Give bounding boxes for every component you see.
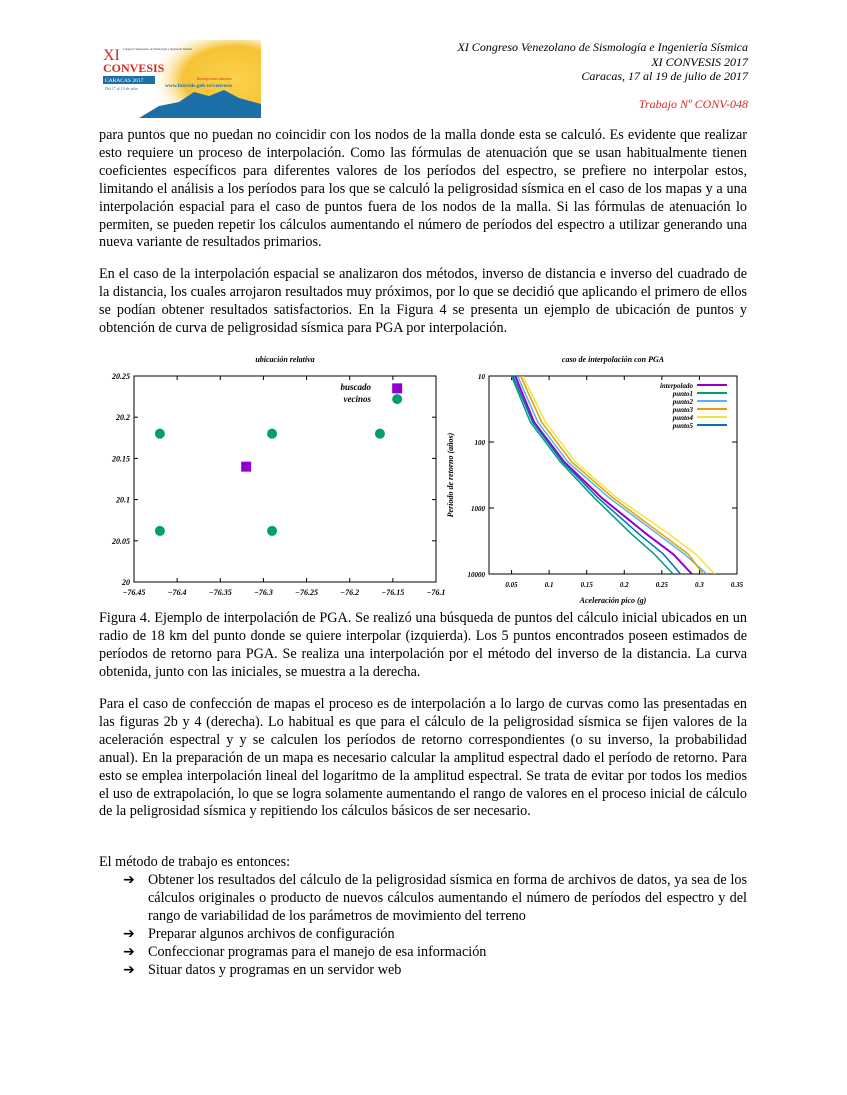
series-line-punto1 [512, 376, 674, 574]
y-tick-label: 20.15 [112, 454, 130, 464]
y-tick-label: 20.1 [116, 495, 130, 505]
paragraph-4: El método de trabajo es entonces: [99, 854, 291, 870]
logo-graphic [99, 40, 261, 118]
convesis-logo [99, 40, 261, 118]
y-axis-label: Período de retorno (años) [446, 432, 455, 518]
x-tick-label: 0.15 [580, 581, 593, 589]
y-tick-label: 20.05 [112, 536, 130, 546]
left-chart-title: ubicación relativa [255, 355, 315, 364]
legend-label-punto1: punto1 [672, 390, 693, 398]
figure-4 [99, 352, 747, 610]
conference-header [457, 40, 748, 84]
list-item [123, 872, 747, 926]
x-tick-label: −76.25 [295, 588, 319, 597]
x-tick-label: 0.25 [655, 581, 668, 589]
logo-dates: Del 17 al 19 de julio [105, 86, 138, 91]
x-tick-label: 0.35 [730, 581, 744, 589]
legend-label-vecinos: vecinos [343, 394, 371, 404]
figure-4-charts [99, 352, 747, 610]
header-line-2: XI CONVESIS 2017 [651, 54, 748, 69]
point-buscado [392, 383, 402, 393]
legend-label-punto3: punto3 [672, 406, 693, 414]
logo-city: CARACAS 2017 [105, 78, 144, 84]
logo-registration: Inscripciones abiertas [197, 76, 232, 81]
x-tick-label: −76.4 [167, 588, 187, 597]
list-item [123, 962, 747, 980]
y-tick-label: 20.2 [116, 413, 130, 423]
method-steps-list [123, 872, 747, 979]
x-tick-label: −76.1 [426, 588, 446, 597]
list-item-text: Situar datos y programas en un servidor web [148, 961, 402, 978]
series-line-interpolado [515, 376, 692, 574]
point-vecinos [155, 429, 165, 439]
arrow-right-icon: ➔ [123, 961, 135, 978]
x-tick-label: −76.2 [340, 588, 360, 597]
y-tick-label: 10000 [467, 571, 485, 579]
figure-caption: Figura 4. Ejemplo de interpolación de PGA. Se realizó una búsqueda de puntos del cálculo inicial ubicados en un radio de 18 km del punto donde se quiere interpolar (izquierda). Los 5 puntos encontrados poseen estimados de períodos de retorno para PGA. Se realiza una interpolación por el método del inverso de la distancia. La curva obtenida, junto con las iniciales, se muestra a la derecha. [99, 610, 747, 680]
logo-url: www.funvisis.gob.ve/convesis [165, 83, 232, 89]
list-item-text: Preparar algunos archivos de configuración [148, 925, 395, 942]
arrow-right-icon: ➔ [123, 925, 135, 942]
point-vecinos [155, 526, 165, 536]
x-tick-label: −76.35 [208, 588, 232, 597]
legend-label-interpolado: interpolado [659, 382, 693, 390]
y-tick-label: 10 [478, 373, 485, 381]
logo-brand: CONVESIS [103, 61, 165, 75]
paper-number: Trabajo Nº CONV-048 [638, 97, 748, 111]
x-tick-label: −76.45 [122, 588, 146, 597]
x-axis-label: Aceleración pico (g) [579, 596, 647, 605]
y-tick-label: 20.25 [112, 372, 130, 381]
list-item-text: Obtener los resultados del cálculo de la peligrosidad sísmica en forma de archivos de datos, ya sea de los cálculos originales o producto de nuevos cálculos aumentando el número de períodos del espectro y del rango de variabilidad de los parámetros de movimiento del terreno [148, 872, 747, 924]
x-tick-label: 0.3 [695, 581, 704, 589]
list-item [123, 926, 747, 944]
legend-label-buscado: buscado [340, 382, 371, 392]
x-tick-label: 0.1 [544, 581, 554, 589]
legend-label-punto5: punto5 [672, 422, 693, 430]
list-item [123, 944, 747, 962]
paragraph-3: Para el caso de confección de mapas el proceso es de interpolación a lo largo de curvas como las presentadas en las figuras 2b y 4 (derecha). Lo habitual es que para el cálculo de la peligrosidad sísmica se fijen valores de la aceleración espectral y y se calculen los períodos de retorno correspondientes (o su inverso, la probabilidad anual). En la preparación de un mapa es necesario calcular la amplitud espectral dado el período de retorno. Para esto se emplea interpolación lineal del logaritmo de la amplitud espectral. Se trata de evitar por todos los medios el uso de extrapolación, lo que se logra solamente aumentando el rango de valores en el proceso inicial de cálculo de la peligrosidad sísmica y repitiendo los cálculos básicos de ser necesario. [99, 696, 747, 820]
x-tick-label: −76.15 [381, 588, 405, 597]
point-vecinos [375, 429, 385, 439]
logo-tagline: Congreso Venezolano de Sismología e Ingeniería Sísmica [123, 47, 193, 51]
y-tick-label: 1000 [471, 505, 485, 513]
x-tick-label: 0.2 [619, 581, 629, 589]
point-vecinos [392, 394, 402, 404]
paragraph-1: para puntos que no puedan no coincidir con los nodos de la malla donde esta se calculó. Es evidente que realizar esto requiere un proceso de interpolación. Como las fórmulas de atenuación que se usan habitualmente tienen coeficientes específicos para diferentes valores de los períodos del espectro, se prefiere no interpolar estos, limitando el análisis a los períodos para los que se calculó la peligrosidad sísmica en el caso de los mapas y a una interpolación espacial para el caso de puntos fuera de los nodos de la malla. Si las fórmulas de atenuación lo permiten, se pueden repetir los cálculos aumentando el número de períodos del espectro a utilizar generando una nueva variante de resultados primarios. [99, 127, 747, 251]
point-vecinos [267, 429, 277, 439]
y-tick-label: 20 [122, 578, 130, 587]
right-chart-title: caso de interpolación con PGA [561, 355, 665, 364]
point-vecinos [267, 526, 277, 536]
left-plot-frame [134, 376, 436, 582]
legend-label-punto2: punto2 [672, 398, 693, 406]
header-line-3: Caracas, 17 al 19 de julio de 2017 [581, 69, 748, 83]
paragraph-2: En el caso de la interpolación espacial se analizaron dos métodos, inverso de distancia e inverso del cuadrado de la distancia, los cuales arrojaron resultados muy próximos, por lo que se decidió que aplicando el primero de ellos se podían obtener resultados satisfactorios. En la Figura 4 se presenta un ejemplo de ubicación de puntos y obtención de curva de peligrosidad sísmica para PGA por interpolación. [99, 266, 747, 336]
arrow-right-icon: ➔ [123, 872, 135, 888]
point-buscado [241, 462, 251, 472]
x-tick-label: −76.3 [253, 588, 273, 597]
x-tick-label: 0.05 [505, 581, 518, 589]
list-item-text: Confeccionar programas para el manejo de esa información [148, 943, 487, 960]
y-tick-label: 100 [474, 439, 485, 447]
arrow-right-icon: ➔ [123, 943, 135, 960]
header-line-1: XI Congreso Venezolano de Sismología e Ingeniería Sísmica [457, 40, 748, 54]
logo-roman: XI [103, 47, 120, 64]
legend-label-punto4: punto4 [672, 414, 693, 422]
